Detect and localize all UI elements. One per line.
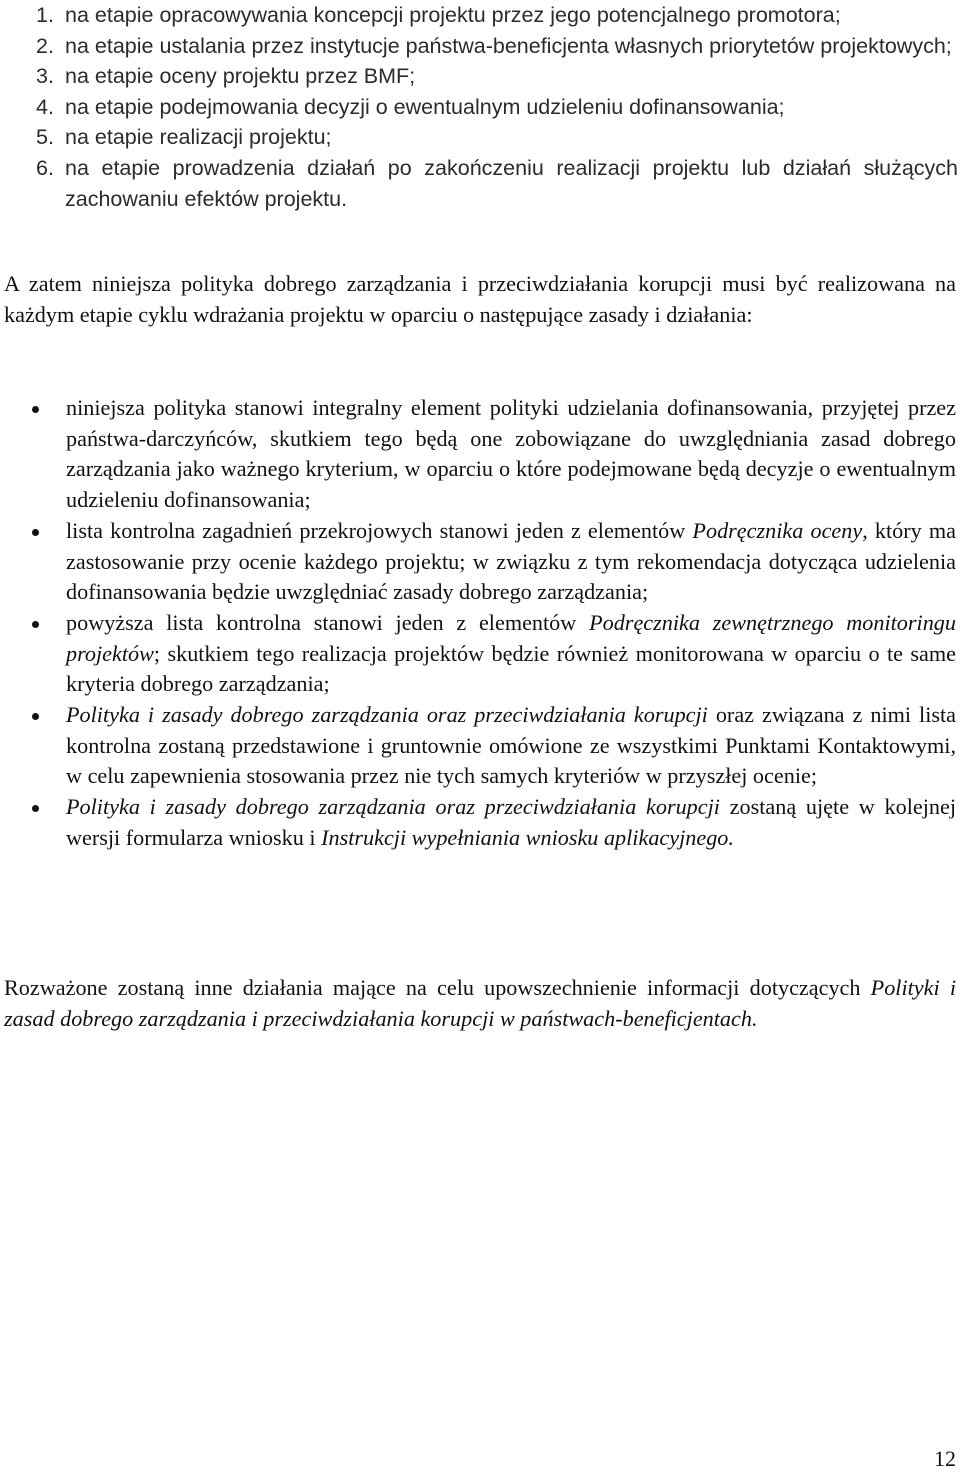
list-item [0,61,960,92]
bullet-icon [32,713,39,720]
bullet-item [0,608,960,700]
list-item-number: 3. [36,64,54,89]
bullet-text: powyższa lista kontrolna stanowi jeden z elementów [66,609,590,635]
bullet-italic-title: Podręcznika zewnętrznego monitoringu projektów [66,609,956,666]
bullet-icon [32,529,39,536]
list-item [0,153,960,214]
bullet-italic-title: Podręcznika oceny [692,517,863,543]
bullet-text: niniejsza polityka stanowi integralny element polityki udzielania dofinansowania, przyjętej przez państwa-darczyńców, skutkiem tego będą one zobowiązane do uwzględniania zasad dobrego zarządzania jako ważnego kryterium, w oparciu o które podejmowane będą decyzje o ewentualnym udzieleniu dofinansowania; [66,395,956,513]
list-item [0,92,960,123]
list-item-text: na etapie realizacji projektu; [65,125,332,150]
list-item-text: na etapie oceny projektu przez BMF; [65,64,416,89]
closing-paragraph [4,973,956,1034]
closing-italic-title: Polityki i zasad dobrego zarządzania i przeciwdziałania korupcji w państwach-beneficjentach. [4,975,956,1031]
bullet-icon [32,406,39,413]
list-item [0,0,960,31]
bullet-item [0,792,960,853]
bullet-item [0,393,960,516]
closing-text: Rozważone zostaną inne działania mające na celu upowszechnienie informacji dotyczących [4,975,871,1000]
list-item-text: na etapie prowadzenia działań po zakończeniu realizacji projektu lub działań służących zachowaniu efektów projektu. [65,155,958,211]
list-item-number: 1. [36,3,54,27]
list-item-number: 5. [36,125,54,150]
bullet-text: . [728,824,734,850]
bullet-text: oraz związana z nimi lista kontrolna zostaną przedstawione i gruntownie omówione ze wszystkimi Punktami Kontaktowymi, w celu zapewnienia stosowania przez nie tych samych kryteriów w przyszłej ocenie; [66,702,957,789]
list-item-number: 4. [36,94,54,119]
bullet-item [0,516,960,608]
bullet-text: zostaną ujęte w kolejnej wersji formularza wniosku i [66,794,956,850]
bullet-list [0,393,960,854]
list-item-text: na etapie opracowywania koncepcji projektu przez jego potencjalnego promotora; [65,3,841,27]
list-item-text: na etapie ustalania przez instytucje państwa-beneficjenta własnych priorytetów projektowych; [65,33,952,58]
bullet-italic-title: Polityka i zasady dobrego zarządzania oraz przeciwdziałania korupcji [66,794,720,820]
bullet-text: , który ma zastosowanie przy ocenie każdego projektu; w związku z tym rekomendacja dotycząca udzielenia dofinansowania będzie uwzględniać zasady dobrego zarządzania; [66,517,956,605]
bullet-icon [32,805,39,812]
bullet-italic-title: Instrukcji wypełniania wniosku aplikacyjnego [321,824,729,850]
bullet-text: ; skutkiem tego realizacja projektów będzie również monitorowana w oparciu o te same kryteria dobrego zarządzania; [66,640,956,697]
list-item [0,122,960,153]
numbered-list [0,0,960,214]
intro-paragraph: A zatem niniejsza polityka dobrego zarządzania i przeciwdziałania korupcji musi być realizowana na każdym etapie cyklu wdrażania projektu w oparciu o następujące zasady i działania: [4,271,956,327]
bullet-text: lista kontrolna zagadnień przekrojowych stanowi jeden z elementów [66,517,693,543]
bullet-italic-title: Polityka i zasady dobrego zarządzania oraz przeciwdziałania korupcji [66,702,708,728]
list-item-number: 2. [36,33,54,58]
bullet-item [0,700,960,792]
bullet-icon [32,621,39,628]
list-item-text: na etapie podejmowania decyzji o ewentualnym udzieleniu dofinansowania; [65,94,785,119]
list-item [0,31,960,62]
page-number: 12 [934,1446,956,1471]
list-item-number: 6. [36,155,54,180]
